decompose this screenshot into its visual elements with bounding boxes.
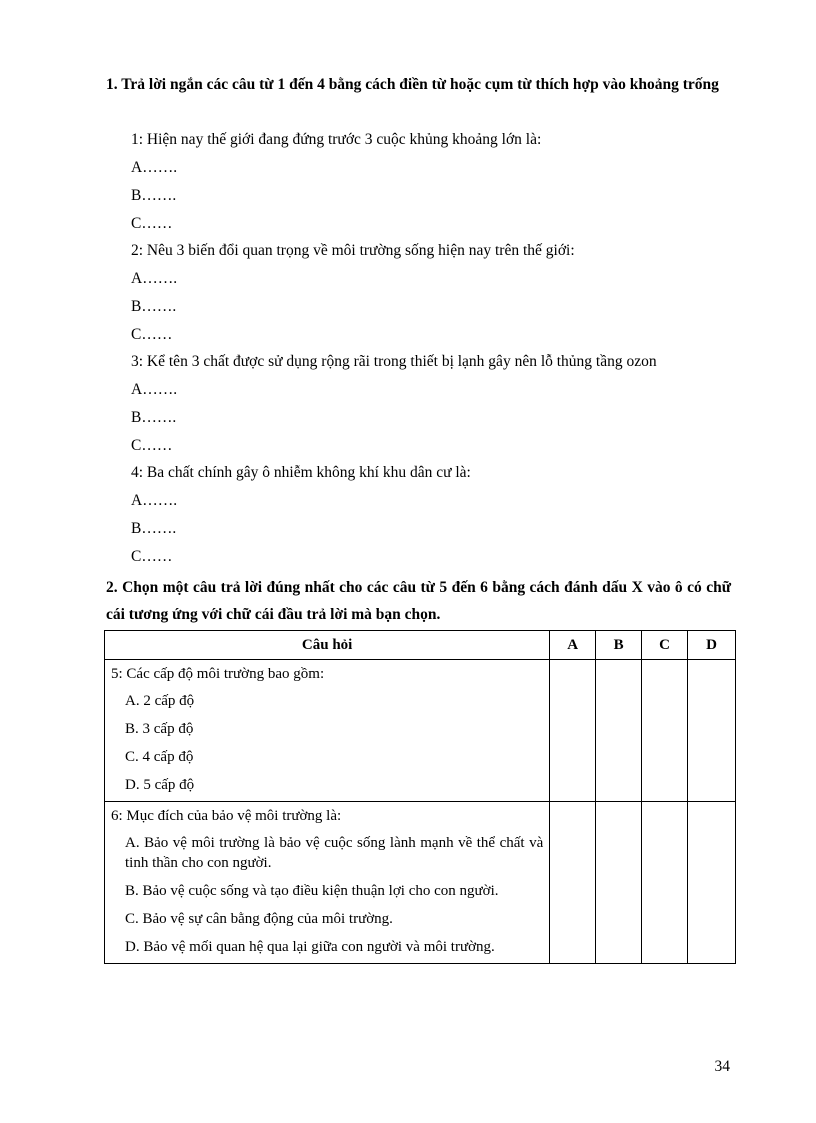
question-6-stem: 6: Mục đích của bảo vệ môi trường là:	[111, 808, 342, 824]
question-5-stem: 5: Các cấp độ môi trường bao gồm:	[111, 666, 325, 682]
question-6-option-d: D. Bảo vệ mối quan hệ qua lại giữa con người và môi trường.	[125, 939, 495, 955]
table-header-row	[105, 631, 736, 660]
header-d: D	[688, 631, 736, 660]
question-5-cell	[105, 660, 550, 802]
question-3-answer-b: B…….	[131, 409, 177, 426]
question-4-text: 4: Ba chất chính gây ô nhiễm không khí khu dân cư là:	[131, 464, 471, 481]
question-6-option-a: A. Bảo vệ môi trường là bảo vệ cuộc sống lành mạnh về thể chất và tinh thần cho con người.	[125, 835, 544, 871]
answer-cell-6-d[interactable]	[688, 802, 736, 964]
question-4-answer-b: B…….	[131, 520, 177, 537]
section2-heading: 2. Chọn một câu trả lời đúng nhất cho các câu từ 5 đến 6 bằng cách đánh dấu X vào ô có chữ cái tương ứng với chữ cái đầu trả lời mà bạn chọn.	[106, 579, 731, 623]
question-6-cell	[105, 802, 550, 964]
question-1-text: 1: Hiện nay thế giới đang đứng trước 3 cuộc khủng khoảng lớn là:	[131, 131, 542, 148]
question-2-text: 2: Nêu 3 biến đổi quan trọng về môi trường sống hiện nay trên thế giới:	[131, 242, 575, 259]
answer-cell-6-b[interactable]	[596, 802, 642, 964]
header-c: C	[642, 631, 688, 660]
header-question: Câu hỏi	[105, 631, 550, 660]
answer-cell-5-c[interactable]	[642, 660, 688, 802]
question-2-answer-a: A…….	[131, 270, 178, 287]
question-1-answer-a: A…….	[131, 159, 178, 176]
question-6-option-c: C. Bảo vệ sự cân bằng động của môi trường.	[125, 911, 393, 927]
question-4-answer-c: C……	[131, 548, 173, 565]
answer-cell-6-c[interactable]	[642, 802, 688, 964]
question-1-answer-c: C……	[131, 215, 173, 232]
question-4-answer-a: A…….	[131, 492, 178, 509]
answer-cell-5-d[interactable]	[688, 660, 736, 802]
answer-cell-5-b[interactable]	[596, 660, 642, 802]
question-6-option-b: B. Bảo vệ cuộc sống và tạo điều kiện thuận lợi cho con người.	[125, 883, 499, 899]
question-3-answer-a: A…….	[131, 381, 178, 398]
header-a: A	[550, 631, 596, 660]
question-5-option-d: D. 5 cấp độ	[125, 777, 195, 793]
table-row	[105, 802, 736, 964]
question-2-answer-b: B…….	[131, 298, 177, 315]
page-number: 34	[714, 1058, 730, 1075]
question-5-option-c: C. 4 cấp độ	[125, 749, 194, 765]
question-3-text: 3: Kể tên 3 chất được sử dụng rộng rãi trong thiết bị lạnh gây nên lỗ thủng tầng ozon	[131, 353, 657, 370]
table-row	[105, 660, 736, 802]
question-2-answer-c: C……	[131, 326, 173, 343]
answer-table	[104, 630, 736, 964]
header-b: B	[596, 631, 642, 660]
question-3-answer-c: C……	[131, 437, 173, 454]
question-1-answer-b: B…….	[131, 187, 177, 204]
answer-cell-6-a[interactable]	[550, 802, 596, 964]
section1-heading: 1. Trả lời ngắn các câu từ 1 đến 4 bằng cách điền từ hoặc cụm từ thích hợp vào khoảng trống	[106, 76, 719, 93]
answer-cell-5-a[interactable]	[550, 660, 596, 802]
question-5-option-b: B. 3 cấp độ	[125, 721, 194, 737]
question-5-option-a: A. 2 cấp độ	[125, 693, 195, 709]
